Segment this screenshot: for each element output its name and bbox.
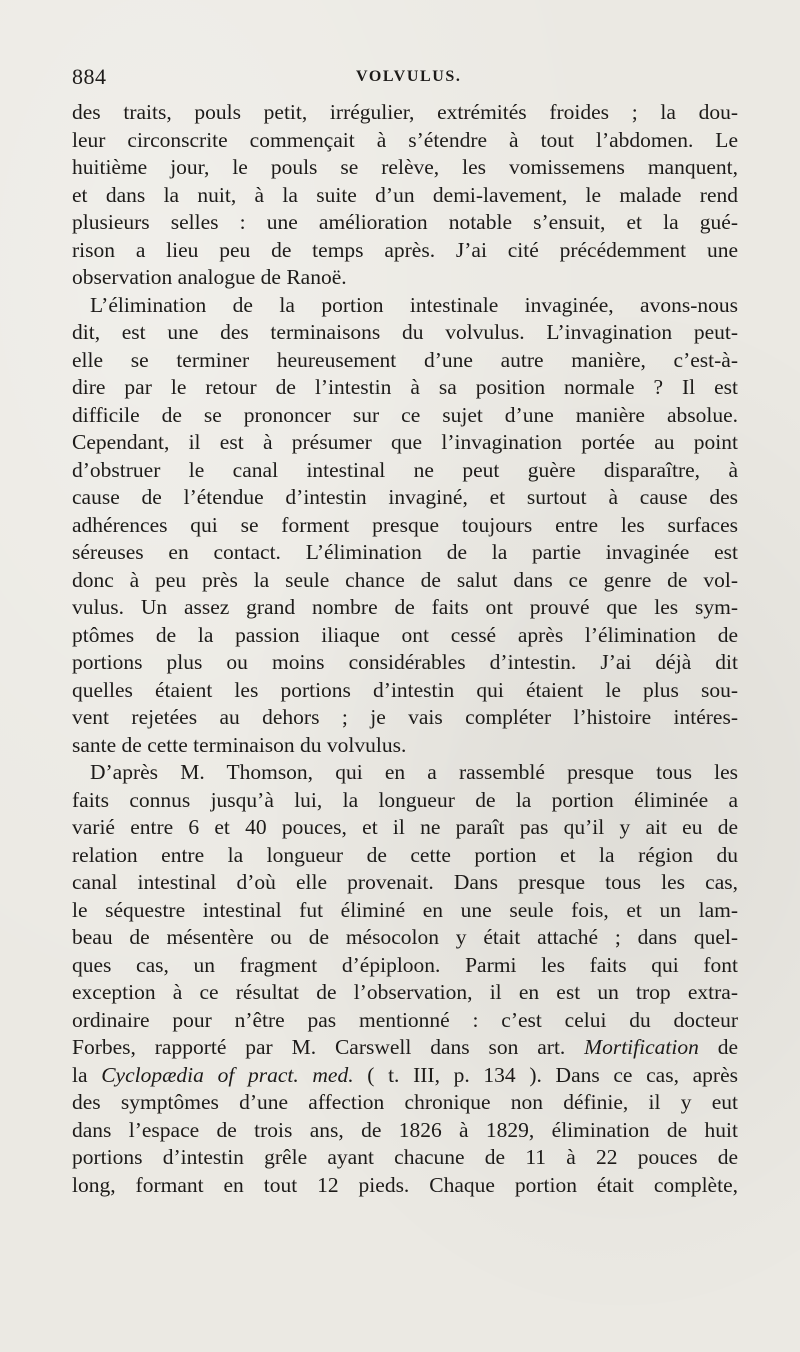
text-line: plusieurs selles : une amélioration notable s’ensuit, et la gué- xyxy=(72,210,738,234)
text-line: portions plus ou moins considérables d’intestin. J’ai déjà dit xyxy=(72,650,738,674)
text-line: séreuses en contact. L’élimination de la partie invaginée est xyxy=(72,540,738,564)
text-line: huitième jour, le pouls se relève, les vomissemens manquent, xyxy=(72,155,738,179)
text-line: donc à peu près la seule chance de salut dans ce genre de vol- xyxy=(72,567,738,592)
text-line: leur circonscrite commençait à s’étendre à tout l’abdomen. Le xyxy=(72,127,738,152)
text-line: dit, est une des terminaisons du volvulus. L’invagination peut- xyxy=(72,320,738,344)
body-text xyxy=(72,99,738,1199)
text-line: varié entre 6 et 40 pouces, et il ne paraît pas qu’il y ait eu de xyxy=(72,815,738,839)
text-line: canal intestinal d’où elle provenait. Dans presque tous les cas, xyxy=(72,870,738,894)
page-header xyxy=(72,64,738,96)
text-line: ordinaire pour n’être pas mentionné : c’est celui du docteur xyxy=(72,1007,738,1032)
text-line: vent rejetées au dehors ; je vais compléter l’histoire intéres- xyxy=(72,705,738,729)
text-line: des traits, pouls petit, irrégulier, extrémités froides ; la dou- xyxy=(72,100,738,124)
text-line: elle se terminer heureusement d’une autre manière, c’est-à- xyxy=(72,347,738,372)
text-line: ptômes de la passion iliaque ont cessé après l’élimination de xyxy=(72,622,738,647)
text-line: exception à ce résultat de l’observation, il en est un trop extra- xyxy=(72,980,738,1004)
text-line: dire par le retour de l’intestin à sa position normale ? Il est xyxy=(72,375,738,399)
text-line: ques cas, un fragment d’épiploon. Parmi les faits qui font xyxy=(72,952,738,977)
text-line xyxy=(72,1034,738,1062)
text-line: quelles étaient les portions d’intestin qui étaient le plus sou- xyxy=(72,677,738,702)
text-line xyxy=(72,1062,738,1090)
text-line: des symptômes d’une affection chronique non définie, il y eut xyxy=(72,1090,738,1114)
text-line: sante de cette terminaison du volvulus. xyxy=(72,732,407,757)
text-line: difficile de se prononcer sur ce sujet d’une manière absolue. xyxy=(72,402,738,427)
text-line: relation entre la longueur de cette portion et la région du xyxy=(72,842,738,867)
text-segment: ( t. III, p. 134 ). Dans ce cas, après xyxy=(353,1062,738,1087)
italic-title: Cyclopædia of pract. med. xyxy=(101,1062,354,1087)
text-line: L’élimination de la portion intestinale invaginée, avons-nous xyxy=(90,292,738,317)
text-line: dans l’espace de trois ans, de 1826 à 1829, élimination de huit xyxy=(72,1117,738,1142)
italic-title: Mortification xyxy=(584,1035,699,1059)
text-line: long, formant en tout 12 pieds. Chaque portion était complète, xyxy=(72,1172,738,1197)
running-head: VOLVULUS. xyxy=(356,68,462,85)
text-line: Cependant, il est à présumer que l’invagination portée au point xyxy=(72,430,738,454)
text-segment: Forbes, rapporté par M. Carswell dans son art. xyxy=(72,1035,585,1059)
page-number: 884 xyxy=(72,64,107,89)
text-line: observation analogue de Ranoë. xyxy=(72,265,347,289)
text-line: D’après M. Thomson, qui en a rassemblé presque tous les xyxy=(90,760,738,784)
text-segment: la xyxy=(72,1062,102,1087)
text-segment: de xyxy=(698,1035,738,1059)
text-line: beau de mésentère ou de mésocolon y était attaché ; dans quel- xyxy=(72,925,738,949)
text-line: et dans la nuit, à la suite d’un demi-lavement, le malade rend xyxy=(72,182,738,207)
text-line: cause de l’étendue d’intestin invaginé, et surtout à cause des xyxy=(72,485,738,509)
text-line: rison a lieu peu de temps après. J’ai cité précédemment une xyxy=(72,237,738,262)
text-line: d’obstruer le canal intestinal ne peut guère disparaître, à xyxy=(72,457,738,482)
text-line: vulus. Un assez grand nombre de faits ont prouvé que les sym- xyxy=(72,595,738,619)
text-line: portions d’intestin grêle ayant chacune de 11 à 22 pouces de xyxy=(72,1145,738,1169)
text-line: le séquestre intestinal fut éliminé en une seule fois, et un lam- xyxy=(72,897,738,922)
text-line: faits connus jusqu’à lui, la longueur de la portion éliminée a xyxy=(72,787,738,812)
text-line: adhérences qui se forment presque toujours entre les surfaces xyxy=(72,512,738,537)
